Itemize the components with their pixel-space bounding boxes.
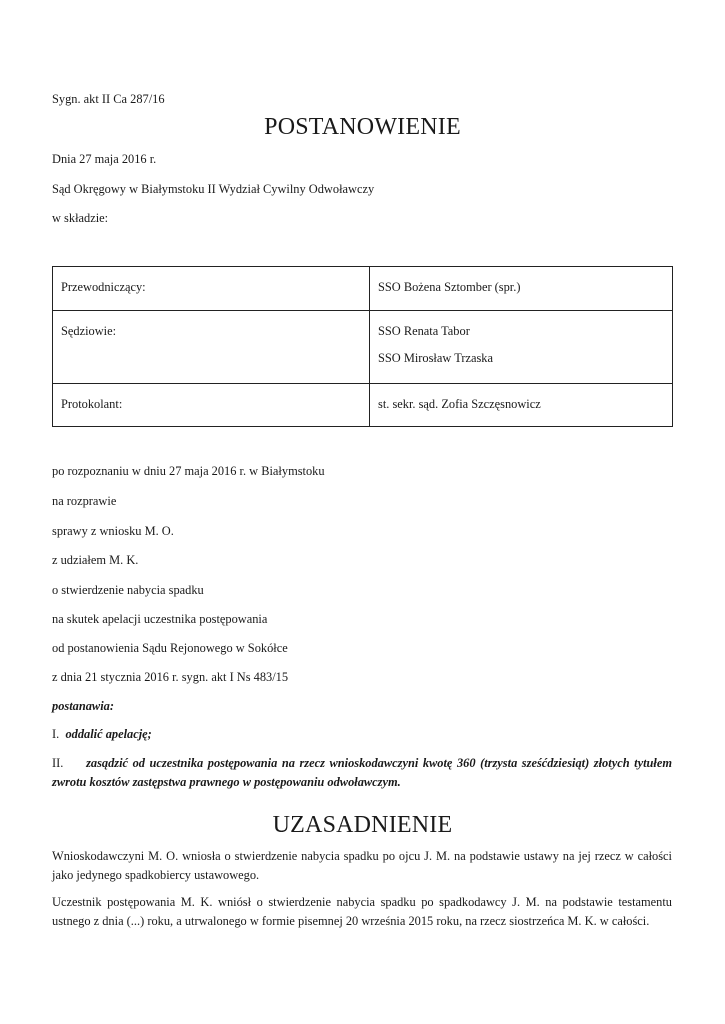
case-line: po rozpoznaniu w dniu 27 maja 2016 r. w Białymstoku (52, 464, 325, 478)
names-cell (370, 267, 673, 311)
role-cell (53, 267, 370, 311)
table-row (53, 384, 673, 427)
role-clerk: Protokolant: (61, 397, 123, 411)
decision-label: postanawia: (52, 699, 114, 713)
case-line: o stwierdzenie nabycia spadku (52, 583, 204, 597)
document-title: POSTANOWIENIE (264, 114, 461, 140)
ruling-text: zasądzić od uczestnika postępowania na rzecz wnioskodawczyni kwotę 360 (trzysta sześćdziesiąt) złotych tytułem zwrotu kosztów zastępstwa prawnego w postępowaniu odwoławczym. (52, 756, 672, 789)
ruling-text: oddalić apelację; (65, 727, 152, 741)
case-line: od postanowienia Sądu Rejonowego w Sokółce (52, 641, 288, 655)
table-row (53, 311, 673, 384)
court-name: Sąd Okręgowy w Białymstoku II Wydział Cywilny Odwoławczy (52, 182, 375, 196)
clerk-name: st. sekr. sąd. Zofia Szczęsnowicz (378, 397, 541, 411)
names-cell (370, 311, 673, 384)
role-judges: Sędziowie: (61, 324, 117, 338)
justification-paragraph: Wnioskodawczyni M. O. wniosła o stwierdzenie nabycia spadku po ojcu J. M. na podstawie ustawy na jej rzecz w całości jako jedynego spadkobiercy ustawowego. (52, 849, 672, 882)
decision-date: Dnia 27 maja 2016 r. (52, 152, 157, 166)
ruling-item-2 (52, 754, 672, 792)
judge-name: SSO Mirosław Trzaska (378, 351, 493, 365)
case-line: z dnia 21 stycznia 2016 r. sygn. akt I Ns 483/15 (52, 670, 289, 684)
role-cell (53, 311, 370, 384)
court-panel-table (52, 266, 673, 427)
presiding-judge-name: SSO Bożena Sztomber (spr.) (378, 280, 521, 294)
table-row (53, 267, 673, 311)
role-presiding: Przewodniczący: (61, 280, 146, 294)
justification-title: UZASADNIENIE (272, 812, 453, 838)
case-line: z udziałem M. K. (52, 553, 139, 567)
case-line: sprawy z wniosku M. O. (52, 524, 174, 538)
ruling-number: I. (52, 727, 60, 741)
composition-label: w składzie: (52, 211, 109, 225)
case-line: na skutek apelacji uczestnika postępowania (52, 612, 268, 626)
role-cell (53, 384, 370, 427)
ruling-number: II. (52, 756, 64, 770)
ruling-item-1 (52, 727, 152, 742)
judge-name: SSO Renata Tabor (378, 324, 470, 338)
case-signature: Sygn. akt II Ca 287/16 (52, 92, 165, 106)
justification-paragraph: Uczestnik postępowania M. K. wniósł o stwierdzenie nabycia spadku po spadkodawcy J. M. na podstawie testamentu ustnego z dnia (...) roku, a utrwalonego w formie pisemnej 20 września 2015 roku, na rzecz siostrzeńca M. K. w całości. (52, 895, 672, 928)
names-cell (370, 384, 673, 427)
case-line: na rozprawie (52, 494, 117, 508)
